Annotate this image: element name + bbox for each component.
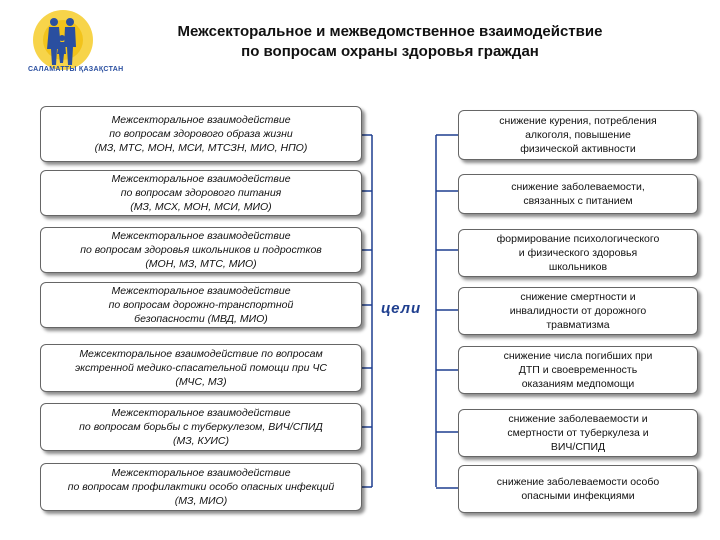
right-box-nutrition-morbidity: снижение заболеваемости, связанных с питанием [458,174,698,214]
goals-label: цели [381,300,422,317]
right-box-traffic-deaths: снижение числа погибших при ДТП и своевременность оказаниям медпомощи [458,346,698,394]
logo-caption: САЛАМАТТЫ ҚАЗАҚСТАН [28,66,124,73]
title-line-1: Межсекторальное и межведомственное взаимодействие [177,23,603,40]
left-box-school-health: Межсекторальное взаимодействие по вопросам здоровья школьников и подростков (МОН, МЗ, МТС, МИО) [40,227,362,273]
right-box-tb-hiv: снижение заболеваемости и смертности от туберкулеза и ВИЧ/СПИД [458,409,698,457]
left-box-healthy-nutrition: Межсекторальное взаимодействие по вопросам здорового питания (МЗ, МСХ, МОН, МСИ, МИО) [40,170,362,216]
right-box-smoking-alcohol: снижение курения, потребления алкоголя, повышение физической активности [458,110,698,160]
left-box-dangerous-infections: Межсекторальное взаимодействие по вопросам профилактики особо опасных инфекций (МЗ, МИО) [40,463,362,511]
right-box-road-injury: снижение смертности и инвалидности от дорожного травматизма [458,287,698,335]
left-box-tb-hiv: Межсекторальное взаимодействие по вопросам борьбы с туберкулезом, ВИЧ/СПИД (МЗ, КУИС) [40,403,362,451]
right-box-school-health: формирование психологического и физического здоровья школьников [458,229,698,277]
left-box-healthy-lifestyle: Межсекторальное взаимодействие по вопросам здорового образа жизни (МЗ, МТС, МОН, МСИ, МТСЗН, МИО, НПО) [40,106,362,162]
title-line-2: по вопросам охраны здоровья граждан [241,43,539,60]
left-box-road-safety: Межсекторальное взаимодействие по вопросам дорожно-транспортной безопасности (МВД, МИО) [40,282,362,328]
left-box-emergency-care: Межсекторальное взаимодействие по вопросам экстренной медико-спасательной помощи при ЧС (МЧС, МЗ) [40,344,362,392]
right-box-dangerous-infections: снижение заболеваемости особо опасными инфекциями [458,465,698,513]
